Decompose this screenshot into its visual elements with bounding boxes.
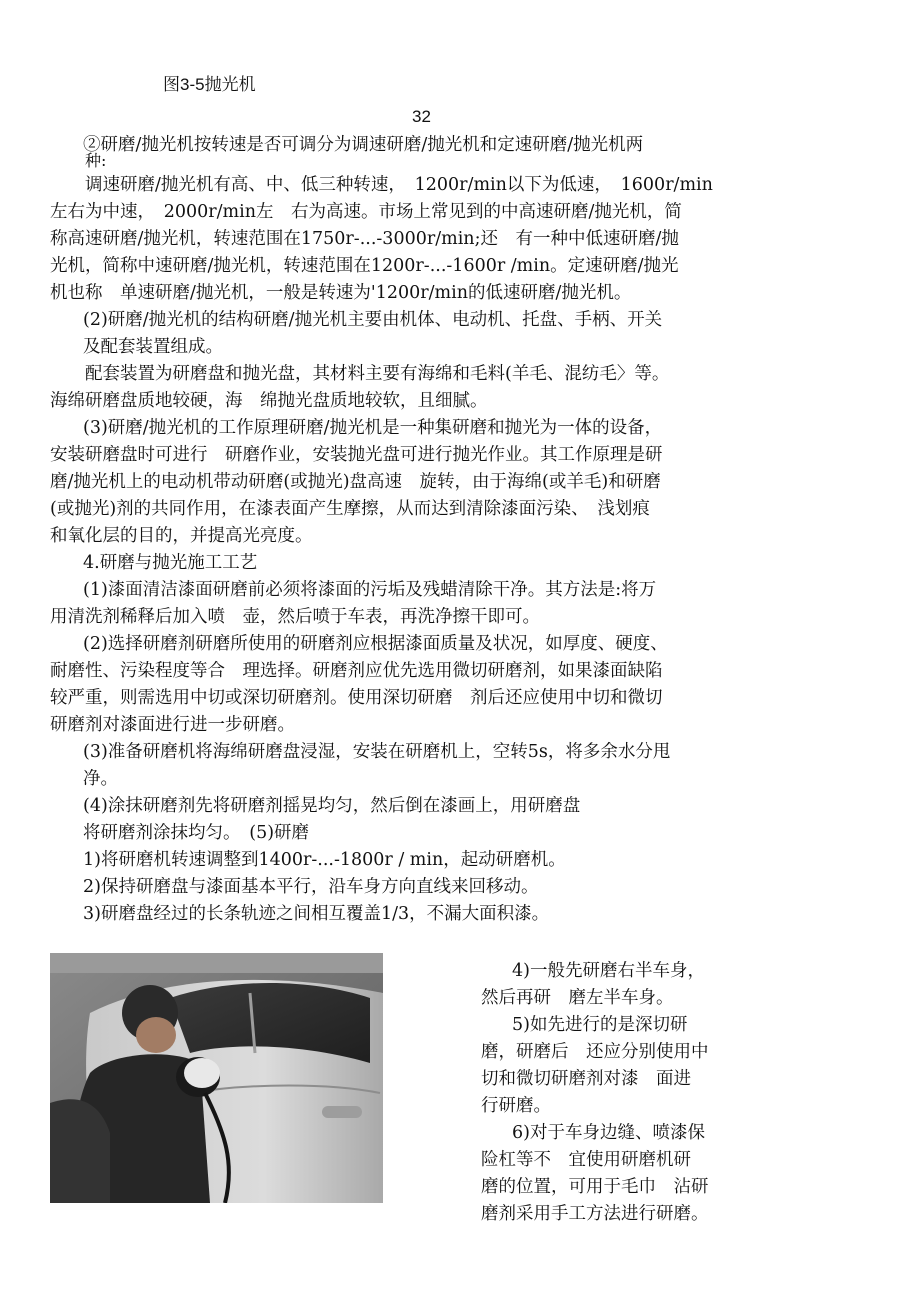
text-line: 机也称 单速研磨/抛光机，一般是转速为'1200r/min的低速研磨/抛光机。: [50, 283, 632, 303]
text-line: 左右为中速， 2000r/min左 右为高速。市场上常见到的中高速研磨/抛光机，简: [50, 202, 682, 222]
text-line: 然后再研 磨左半车身。: [481, 988, 674, 1008]
text-line: 光机，简称中速研磨/抛光机，转速范围在1200r-...-1600r /min。定速研磨/抛光: [50, 256, 679, 276]
text-line: 1)将研磨机转速调整到1400r-...-1800r / min，起动研磨机。: [83, 850, 566, 870]
text-line: 磨剂采用手工方法进行研磨。: [481, 1204, 709, 1224]
text-line: 5)如先进行的是深切研: [512, 1015, 688, 1035]
text-line: 较严重，则需选用中切或深切研磨剂。使用深切研磨 剂后还应使用中切和微切: [50, 688, 663, 708]
text-line: 种:: [85, 151, 107, 170]
figure-caption: 图3-5抛光机: [163, 75, 256, 94]
text-line: (2)研磨/抛光机的结构研磨/抛光机主要由机体、电动机、托盘、手柄、开关: [83, 310, 663, 330]
text-line: (3)准备研磨机将海绵研磨盘浸湿，安装在研磨机上，空转5s，将多余水分甩: [83, 742, 671, 762]
text-line: 磨/抛光机上的电动机带动研磨(或抛光)盘高速 旋转，由于海绵(或羊毛)和研磨: [50, 472, 661, 492]
text-line: 磨的位置，可用于毛巾 沾研: [481, 1177, 709, 1197]
text-line: 2)保持研磨盘与漆面基本平行，沿车身方向直线来回移动。: [83, 877, 539, 897]
text-line: 安装研磨盘时可进行 研磨作业，安装抛光盘可进行抛光作业。其工作原理是研: [50, 445, 663, 465]
text-line: 净。: [83, 769, 118, 789]
page-number: 32: [412, 107, 431, 126]
polishing-photo-illustration: [50, 953, 383, 1203]
text-line: 和氧化层的目的，并提高光亮度。: [50, 526, 313, 546]
polishing-photo: [50, 953, 383, 1203]
text-line: 4)一般先研磨右半车身，: [512, 961, 705, 981]
text-line: 切和微切研磨剂对漆 面进: [481, 1069, 691, 1089]
text-line: (2)选择研磨剂研磨所使用的研磨剂应根据漆面质量及状况，如厚度、硬度、: [83, 634, 668, 654]
text-line: (或抛光)剂的共同作用，在漆表面产生摩擦，从而达到清除漆面污染、 浅划痕: [50, 499, 650, 519]
text-line: 行研磨。: [481, 1096, 551, 1116]
text-line: 磨，研磨后 还应分别使用中: [481, 1042, 709, 1062]
text-line: 研磨剂对漆面进行进一步研磨。: [50, 715, 295, 735]
text-line: 海绵研磨盘质地较硬，海 绵抛光盘质地较软，且细腻。: [50, 391, 488, 411]
text-line: 调速研磨/抛光机有高、中、低三种转速， 1200r/min以下为低速， 1600r/min: [85, 175, 713, 195]
text-line: (3)研磨/抛光机的工作原理研磨/抛光机是一种集研磨和抛光为一体的设备，: [83, 418, 663, 438]
text-line: 用清洗剂稀释后加入喷 壶，然后喷于车表，再洗净擦干即可。: [50, 607, 540, 627]
text-line: 3)研磨盘经过的长条轨迹之间相互覆盖1/3，不漏大面积漆。: [83, 904, 550, 924]
text-line: 配套装置为研磨盘和抛光盘，其材料主要有海绵和毛料(羊毛、混纺毛〉等。: [85, 364, 670, 384]
text-line: (4)涂抹研磨剂先将研磨剂摇晃均匀，然后倒在漆画上，用研磨盘: [83, 796, 581, 816]
text-line: (1)漆面清洁漆面研磨前必须将漆面的污垢及残蜡清除干净。其方法是:将万: [83, 580, 657, 600]
text-line: ②研磨/抛光机按转速是否可调分为调速研磨/抛光机和定速研磨/抛光机两: [83, 135, 644, 155]
text-line: 4.研磨与抛光施工工艺: [83, 553, 258, 573]
text-line: 将研磨剂涂抹均匀。 (5)研磨: [83, 823, 310, 843]
text-line: 称高速研磨/抛光机，转速范围在1750r-...-3000r/min;还 有一种中低速研磨/抛: [50, 229, 679, 249]
text-line: 及配套装置组成。: [83, 337, 223, 357]
text-line: 险杠等不 宜使用研磨机研: [481, 1150, 691, 1170]
text-line: 6)对于车身边缝、喷漆保: [512, 1123, 705, 1143]
text-line: 耐磨性、污染程度等合 理选择。研磨剂应优先选用微切研磨剂，如果漆面缺陷: [50, 661, 663, 681]
